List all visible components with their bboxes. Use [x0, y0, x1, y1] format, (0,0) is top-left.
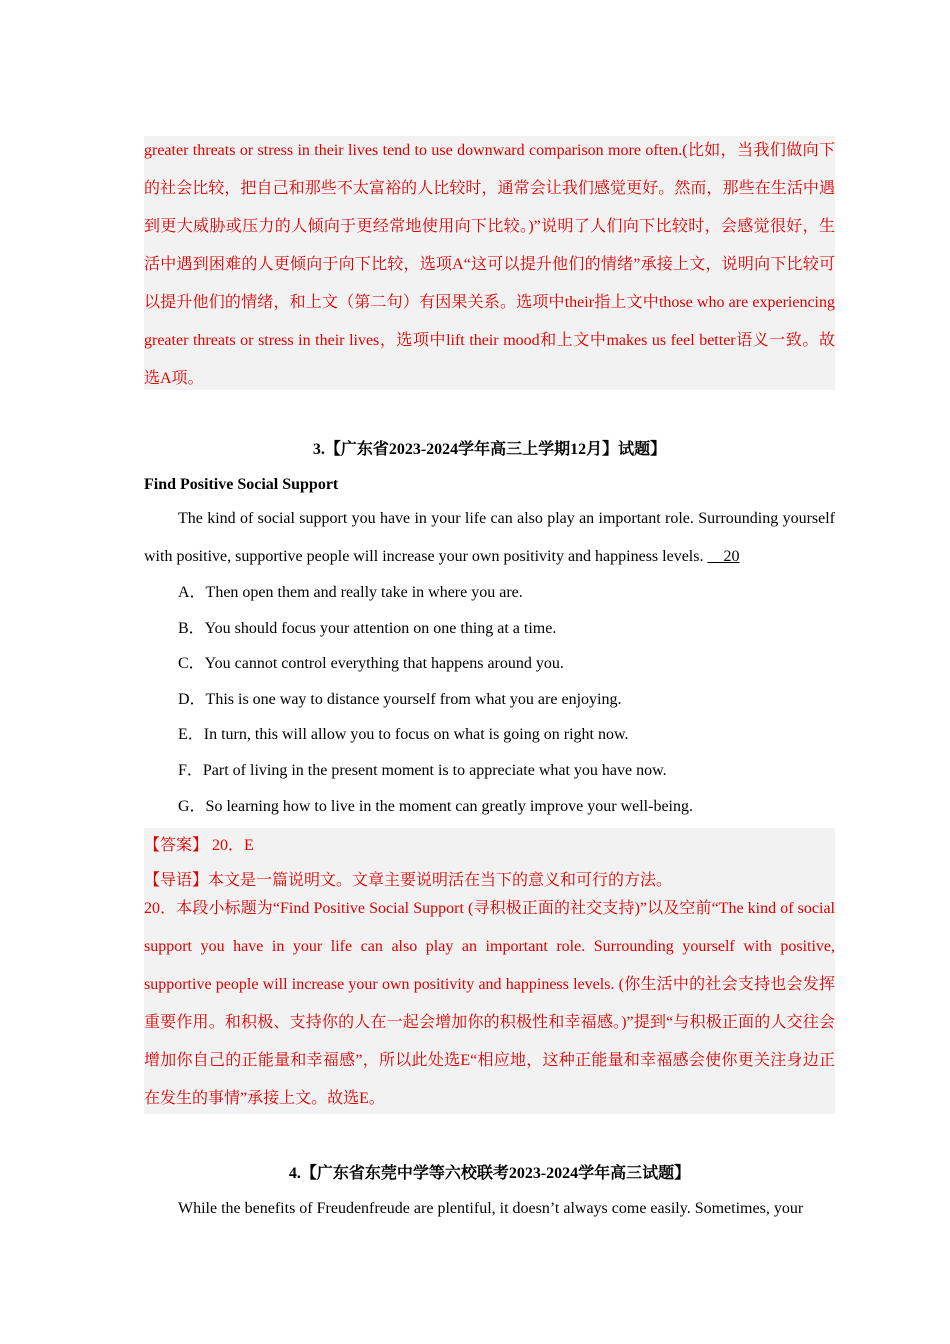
option-g: G．So learning how to live in the moment can greatly improve your well-being. — [178, 797, 693, 815]
option-d: D．This is one way to distance yourself from what you are enjoying. — [178, 690, 622, 708]
question3-blank: __20 — [707, 548, 740, 565]
question3-options — [144, 575, 835, 824]
top-answer-text: greater threats or stress in their lives tend to use downward comparison more often.(比如，当我们做向下的社会比较，把自己和那些不太富裕的人比较时，通常会让我们感觉更好。然而，那些在生活中遇到更大威胁或压力的人倾向于更经常地使用向下比较。)”说明了人们向下比较时，会感觉很好，生活中遇到困难的人更倾向于向下比较，选项A“这可以提升他们的情绪”承接上文，说明向下比较可以提升他们的情绪，和上文（第二句）有因果关系。选项中their指上文中those who are experiencing greater threats or stress in their lives，选项中lift their mood和上文中makes us feel better语义一致。故选A项。 — [144, 142, 835, 387]
option-b: B．You should focus your attention on one thing at a time. — [178, 619, 557, 637]
question3-answer-block — [144, 828, 835, 1114]
question3-heading: 3.【广东省2023-2024学年高三上学期12月】试题】 — [312, 441, 667, 458]
option-f: F．Part of living in the present moment is to appreciate what you have now. — [178, 761, 667, 779]
option-c: C．You cannot control everything that happens around you. — [178, 655, 564, 673]
option-a: A．Then open them and really take in where you are. — [178, 584, 523, 601]
question3-paragraph-text: The kind of social support you have in your life can also play an important role. Surrounding yourself with positive, supportive people will increase your own positivity and happiness levels. — [144, 510, 835, 565]
question4-paragraph: While the benefits of Freudenfreude are plentiful, it doesn’t always come easily. Sometimes, your — [178, 1200, 804, 1217]
question3-explanation: 20．本段小标题为“Find Positive Social Support (寻积极正面的社交支持)”以及空前“The kind of social support you have in your life can also play an important role. Surrounding yourself with positive, supportive people will increase your own positivity and happiness levels. (你生活中的社会支持也会发挥重要作用。和积极、支持你的人在一起会增加你的积极性和幸福感。)”提到“与积极正面的人交往会增加你自己的正能量和幸福感”，所以此处选E“相应地，这种正能量和幸福感会使你更关注身边正在发生的事情”承接上文。故选E。 — [144, 900, 835, 1107]
top-answer-explanation — [144, 136, 835, 390]
question3-answer: 【答案】 20．E — [144, 837, 254, 854]
question3-subtitle: Find Positive Social Support — [144, 476, 339, 493]
question3-intro: 【导语】本文是一篇说明文。文章主要说明活在当下的意义和可行的方法。 — [144, 872, 673, 889]
question4-heading: 4.【广东省东莞中学等六校联考2023-2024学年高三试题】 — [288, 1165, 691, 1182]
option-e: E．In turn, this will allow you to focus on what is going on right now. — [178, 726, 629, 744]
question3-paragraph — [144, 500, 835, 576]
